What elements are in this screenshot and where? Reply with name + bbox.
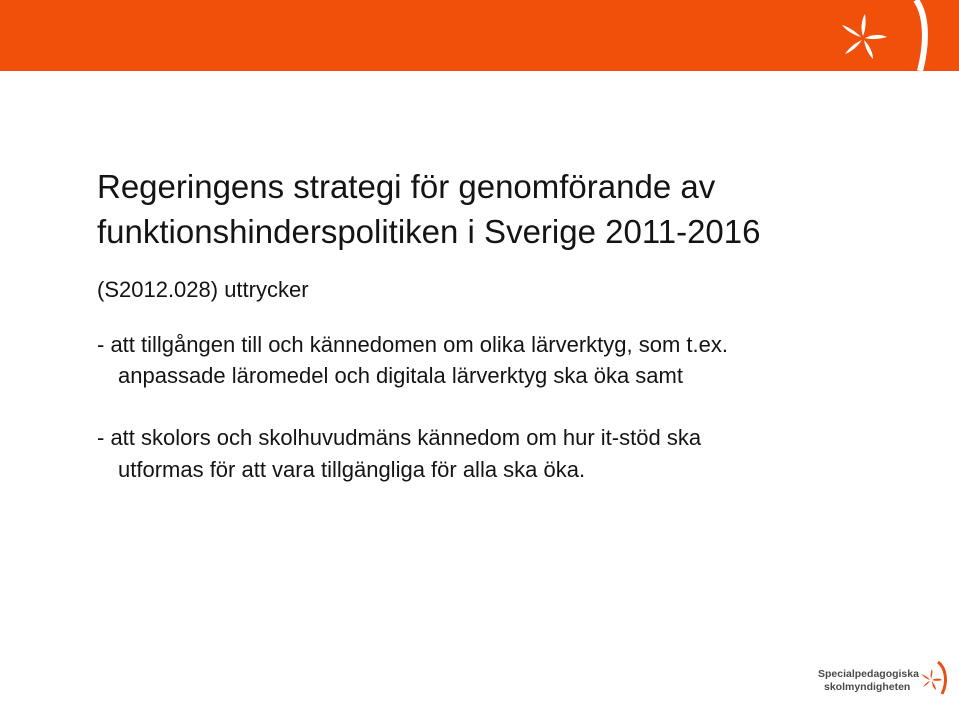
organization-logo (818, 660, 950, 698)
top-banner (0, 0, 959, 71)
slide-title-line2: funktionshinderspolitiken i Sverige 2011-2016 (97, 213, 761, 250)
logo-star-icon (918, 660, 950, 698)
logo-line1: Specialpedagogiska (818, 668, 919, 680)
slide-title-line1: Regeringens strategi för genomförande av (97, 168, 716, 205)
slide-title (97, 164, 917, 254)
star-emblem-icon (828, 0, 959, 71)
source-reference: (S2012.028) uttrycker (97, 277, 309, 302)
point2-line2: utformas för att vara tillgängliga för alla ska öka. (118, 457, 586, 482)
point1-line2: anpassade läromedel och digitala lärverktyg ska öka samt (118, 363, 683, 388)
point2-line1: - att skolors och skolhuvudmäns kännedom om hur it-stöd ska (97, 425, 702, 450)
logo-line2: skolmyndigheten (824, 681, 911, 693)
point1-line1: - att tillgången till och kännedomen om olika lärverktyg, som t.ex. (97, 332, 728, 357)
